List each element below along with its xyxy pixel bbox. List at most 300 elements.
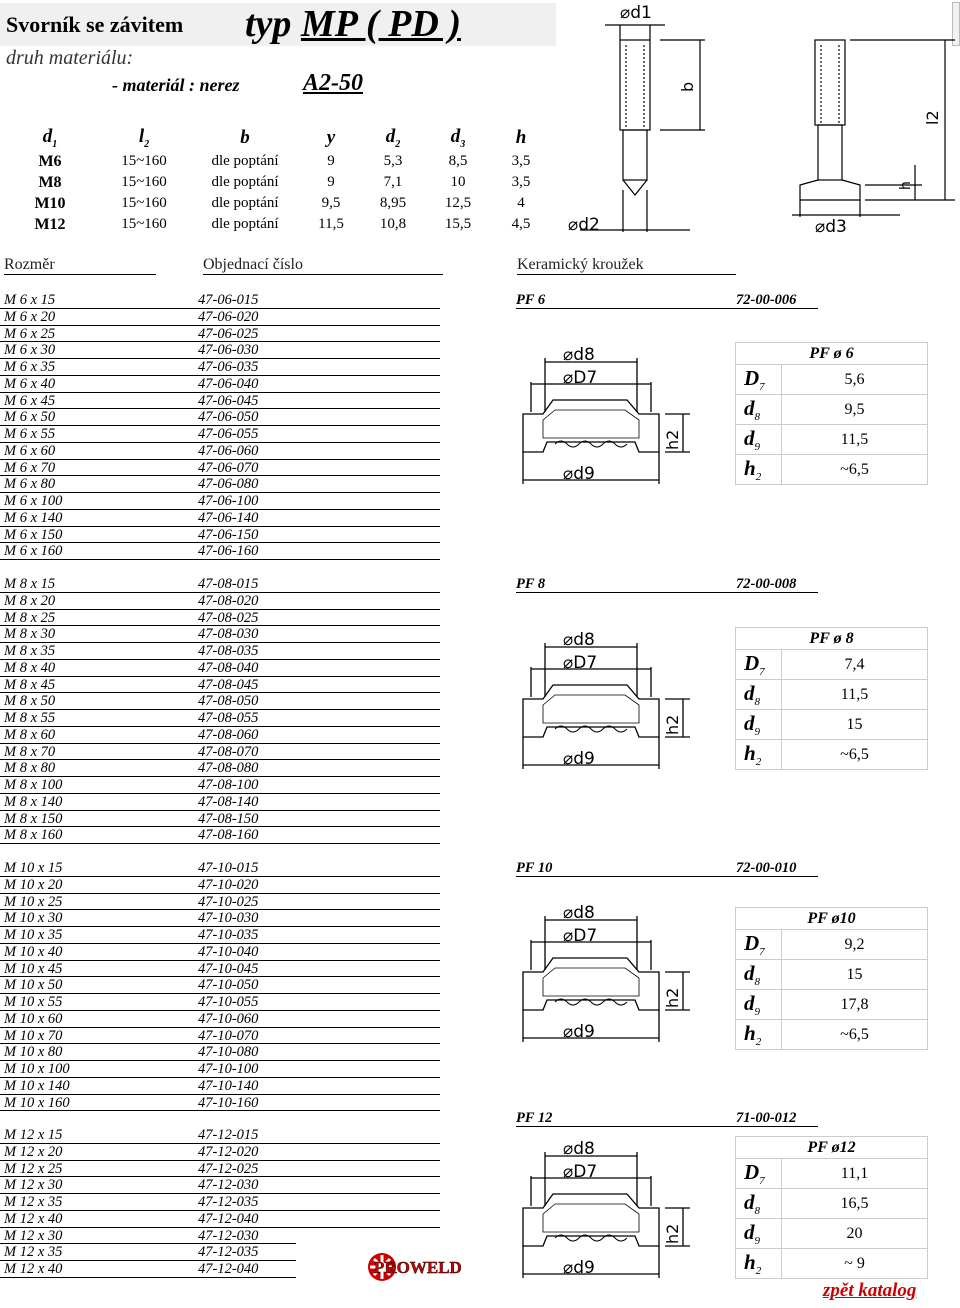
spec-header-cell: $d_1$ bbox=[42, 125, 58, 150]
spec-cell: 15~160 bbox=[121, 153, 167, 169]
spec-cell: 8,95 bbox=[379, 195, 407, 211]
size-cell: M 8 x 35 bbox=[4, 643, 56, 659]
ring-dim-key: $d_8$ bbox=[736, 395, 782, 425]
ring-label-d8: ⌀d8 bbox=[563, 630, 595, 650]
size-cell: M 6 x 45 bbox=[4, 392, 56, 409]
order-row bbox=[0, 760, 440, 777]
spec-cell: M12 bbox=[34, 215, 66, 233]
order-code-cell: 47-08-060 bbox=[198, 726, 259, 743]
order-code-cell: 47-10-020 bbox=[198, 876, 259, 893]
ring-dim-value: ~6,5 bbox=[782, 1020, 928, 1050]
size-cell: M 10 x 80 bbox=[4, 1044, 63, 1061]
order-row bbox=[0, 894, 440, 911]
size-cell: M 8 x 40 bbox=[4, 659, 56, 676]
ring-dim-value: ~ 9 bbox=[782, 1249, 928, 1279]
spec-table bbox=[2, 124, 550, 235]
size-cell: M 10 x 25 bbox=[4, 893, 63, 910]
order-row bbox=[0, 660, 440, 677]
label-d1: ⌀d1 bbox=[620, 3, 652, 23]
order-code-cell: 47-10-030 bbox=[198, 910, 259, 927]
ring-label-D7: ⌀D7 bbox=[563, 926, 598, 946]
ring-label-d8: ⌀d8 bbox=[563, 1139, 595, 1159]
ring-header bbox=[516, 1110, 818, 1127]
label-d3: ⌀d3 bbox=[815, 217, 847, 237]
order-row bbox=[0, 1177, 440, 1194]
spec-cell: M8 bbox=[38, 173, 62, 191]
ring-label-h2: h2 bbox=[663, 429, 682, 450]
order-row bbox=[0, 1011, 440, 1028]
size-cell: M 10 x 100 bbox=[4, 1061, 70, 1077]
order-row bbox=[0, 961, 440, 978]
ring-dim-value: 5,6 bbox=[782, 365, 928, 395]
ring-dim-row bbox=[736, 1219, 928, 1249]
order-group bbox=[0, 860, 440, 1111]
order-row bbox=[0, 443, 440, 460]
size-cell: M 6 x 160 bbox=[4, 543, 63, 560]
order-code-cell: 47-06-045 bbox=[198, 392, 259, 409]
size-cell: M 6 x 140 bbox=[4, 509, 63, 526]
ring-table-header bbox=[736, 908, 928, 930]
spec-cell: 9,5 bbox=[321, 195, 341, 211]
ring-dim-value: 17,8 bbox=[782, 990, 928, 1020]
order-code-cell: 47-12-030 bbox=[198, 1177, 259, 1194]
order-row bbox=[0, 977, 440, 994]
order-code-cell: 47-10-025 bbox=[198, 893, 259, 910]
label-d2: ⌀d2 bbox=[568, 215, 600, 235]
order-row bbox=[0, 593, 440, 610]
order-code-cell: 47-06-035 bbox=[198, 359, 259, 375]
size-cell: M 6 x 50 bbox=[4, 409, 56, 426]
order-row bbox=[0, 576, 440, 593]
ring-label-h2: h2 bbox=[663, 987, 682, 1008]
order-code-cell: 47-08-140 bbox=[198, 793, 259, 810]
ring-dim-row bbox=[736, 930, 928, 960]
ring-dim-row bbox=[736, 740, 928, 770]
order-group bbox=[0, 292, 440, 560]
size-cell: M 8 x 70 bbox=[4, 743, 56, 760]
ring-dim-key: $D_7$ bbox=[736, 1159, 782, 1189]
back-to-catalog-link[interactable]: zpět katalog bbox=[823, 1280, 917, 1301]
order-code-cell: 47-10-015 bbox=[198, 860, 259, 876]
size-cell: M 10 x 35 bbox=[4, 927, 63, 943]
order-row bbox=[0, 727, 440, 744]
ring-dim-row bbox=[736, 990, 928, 1020]
order-row bbox=[0, 409, 440, 426]
spec-cell: dle poptání bbox=[211, 174, 279, 190]
size-cell: M 8 x 50 bbox=[4, 693, 56, 710]
order-code-cell: 47-12-025 bbox=[198, 1160, 259, 1177]
size-cell: M 12 x 20 bbox=[4, 1143, 63, 1160]
size-cell: M 8 x 15 bbox=[4, 576, 56, 592]
ring-dim-value: 11,5 bbox=[782, 425, 928, 455]
ring-dim-key: $d_9$ bbox=[736, 425, 782, 455]
order-row bbox=[0, 1211, 440, 1228]
ring-dimension-table bbox=[735, 342, 928, 485]
order-row bbox=[0, 643, 440, 660]
title-model-name: MP ( PD ) bbox=[300, 3, 461, 45]
order-row bbox=[0, 376, 440, 393]
ring-dim-row bbox=[736, 365, 928, 395]
spec-cell: 5,3 bbox=[383, 153, 403, 169]
size-cell: M 10 x 60 bbox=[4, 1010, 63, 1027]
title-type-word: typ bbox=[245, 3, 292, 45]
ring-dim-row bbox=[736, 1189, 928, 1219]
order-row bbox=[0, 827, 440, 844]
ring-name: PF 8 bbox=[516, 576, 546, 592]
ring-dim-row bbox=[736, 960, 928, 990]
ring-table-title: PF ø12 bbox=[736, 1137, 928, 1159]
order-code-cell: 47-08-045 bbox=[198, 676, 259, 693]
order-code-cell: 47-08-020 bbox=[198, 592, 259, 609]
ring-name: PF 10 bbox=[516, 860, 553, 876]
ring-header bbox=[516, 292, 818, 309]
order-code-cell: 47-08-100 bbox=[198, 777, 259, 793]
spec-row bbox=[2, 151, 550, 172]
spec-header-cell: $d_3$ bbox=[450, 125, 466, 150]
size-cell: M 8 x 80 bbox=[4, 760, 56, 777]
title-prefix: Svorník se závitem bbox=[6, 12, 184, 37]
spec-cell: M10 bbox=[34, 194, 66, 212]
spec-cell: M6 bbox=[38, 152, 62, 170]
ring-label-h2: h2 bbox=[663, 1223, 682, 1244]
order-code-cell: 47-08-080 bbox=[198, 760, 259, 777]
spec-header-cell: b bbox=[240, 126, 250, 148]
order-row bbox=[0, 1044, 440, 1061]
material-label: - materiál : nerez bbox=[112, 75, 240, 95]
ring-dim-row bbox=[736, 680, 928, 710]
ring-dim-key: $h_2$ bbox=[736, 1020, 782, 1050]
size-cell: M 10 x 30 bbox=[4, 910, 63, 927]
spec-header-cell: $l_2$ bbox=[138, 125, 150, 150]
spec-cell: 10 bbox=[450, 174, 466, 190]
ceramic-ring-drawing bbox=[515, 900, 715, 1050]
size-cell: M 8 x 45 bbox=[4, 676, 56, 693]
spec-cell: 15~160 bbox=[121, 174, 167, 190]
size-cell: M 8 x 140 bbox=[4, 793, 63, 810]
order-row bbox=[0, 426, 440, 443]
order-code-cell: 47-08-150 bbox=[198, 810, 259, 827]
order-code-cell: 47-12-040 bbox=[198, 1210, 259, 1227]
order-row bbox=[0, 510, 440, 527]
order-row bbox=[0, 910, 440, 927]
ring-label-D7: ⌀D7 bbox=[563, 368, 598, 388]
size-cell: M 6 x 100 bbox=[4, 493, 63, 509]
ring-dimension-table bbox=[735, 1136, 928, 1279]
order-code-cell: 47-10-100 bbox=[198, 1061, 259, 1077]
ring-label-D7: ⌀D7 bbox=[563, 1162, 598, 1182]
size-cell: M 10 x 140 bbox=[4, 1077, 70, 1094]
size-cell: M 12 x 30 bbox=[4, 1177, 63, 1194]
ring-label-d9: ⌀d9 bbox=[563, 1258, 595, 1278]
order-row bbox=[0, 1261, 296, 1278]
order-row bbox=[0, 1095, 440, 1112]
ring-dim-row bbox=[736, 1159, 928, 1189]
spec-cell: 12,5 bbox=[444, 195, 472, 211]
size-cell: M 8 x 25 bbox=[4, 609, 56, 626]
material-value: A2-50 bbox=[303, 70, 363, 96]
ring-code: 72-00-010 bbox=[736, 860, 797, 876]
spec-cell: 15~160 bbox=[121, 195, 167, 211]
ring-dim-key: $d_8$ bbox=[736, 960, 782, 990]
size-cell: M 6 x 80 bbox=[4, 476, 56, 493]
bolt-drawing bbox=[560, 0, 955, 240]
size-cell: M 6 x 15 bbox=[4, 292, 56, 308]
order-row bbox=[0, 794, 440, 811]
ring-dim-key: $d_9$ bbox=[736, 990, 782, 1020]
order-row bbox=[0, 1244, 296, 1261]
order-code-cell: 47-06-080 bbox=[198, 476, 259, 493]
size-cell: M 6 x 150 bbox=[4, 526, 63, 543]
ring-dim-key: $d_9$ bbox=[736, 710, 782, 740]
order-row bbox=[0, 342, 440, 359]
size-cell: M 12 x 25 bbox=[4, 1160, 63, 1177]
spec-cell: 8,5 bbox=[448, 153, 468, 169]
order-code-cell: 47-06-040 bbox=[198, 375, 259, 392]
ring-dim-key: $D_7$ bbox=[736, 930, 782, 960]
order-code-cell: 47-10-055 bbox=[198, 994, 259, 1010]
order-code-cell: 47-06-060 bbox=[198, 442, 259, 459]
size-cell: M 6 x 70 bbox=[4, 459, 56, 476]
spec-header-cell: $d_2$ bbox=[385, 125, 401, 150]
order-group bbox=[0, 576, 440, 844]
size-cell: M 12 x 35 bbox=[4, 1244, 63, 1261]
order-code-cell: 47-08-030 bbox=[198, 626, 259, 643]
ring-dim-value: 15 bbox=[782, 710, 928, 740]
order-row bbox=[0, 777, 440, 794]
order-row bbox=[0, 1144, 440, 1161]
order-code-cell: 47-06-160 bbox=[198, 543, 259, 560]
ring-dim-row bbox=[736, 1249, 928, 1279]
order-row bbox=[0, 1161, 440, 1178]
order-code-cell: 47-08-050 bbox=[198, 693, 259, 710]
ceramic-ring-drawing bbox=[515, 342, 715, 492]
order-row bbox=[0, 693, 440, 710]
ring-header bbox=[516, 576, 818, 593]
order-row bbox=[0, 543, 440, 560]
order-row bbox=[0, 460, 440, 477]
ring-dim-value: 16,5 bbox=[782, 1189, 928, 1219]
ring-dim-row bbox=[736, 710, 928, 740]
size-cell: M 12 x 35 bbox=[4, 1194, 63, 1210]
ring-name: PF 12 bbox=[516, 1110, 553, 1126]
order-code-cell: 47-08-035 bbox=[198, 643, 259, 659]
order-row bbox=[0, 944, 440, 961]
ring-label-d8: ⌀d8 bbox=[563, 345, 595, 365]
ring-dim-row bbox=[736, 425, 928, 455]
ring-dim-row bbox=[736, 1020, 928, 1050]
proweld-logo bbox=[362, 1242, 482, 1292]
size-cell: M 6 x 40 bbox=[4, 375, 56, 392]
spec-cell: 7,1 bbox=[383, 174, 403, 190]
ring-dim-value: ~6,5 bbox=[782, 740, 928, 770]
order-code-cell: 47-08-040 bbox=[198, 659, 259, 676]
ring-dim-row bbox=[736, 395, 928, 425]
order-row bbox=[0, 610, 440, 627]
order-row bbox=[0, 811, 440, 828]
ring-code: 72-00-008 bbox=[736, 576, 797, 592]
svg-text:PROWELD: PROWELD bbox=[374, 1258, 462, 1277]
order-code-cell: 47-10-160 bbox=[198, 1094, 259, 1111]
order-row bbox=[0, 710, 440, 727]
ring-dim-value: 20 bbox=[782, 1219, 928, 1249]
label-l2: l2 bbox=[923, 110, 942, 125]
size-cell: M 10 x 45 bbox=[4, 960, 63, 977]
order-code-cell: 47-12-015 bbox=[198, 1127, 259, 1143]
order-code-cell: 47-12-040 bbox=[198, 1261, 259, 1277]
ring-dim-value: 15 bbox=[782, 960, 928, 990]
order-row bbox=[0, 1028, 440, 1045]
ring-dim-key: $d_8$ bbox=[736, 1189, 782, 1219]
label-b: b bbox=[678, 81, 697, 92]
ring-label-d8: ⌀d8 bbox=[563, 903, 595, 923]
order-row bbox=[0, 1078, 440, 1095]
order-row bbox=[0, 927, 440, 944]
ring-dim-key: $h_2$ bbox=[736, 740, 782, 770]
spec-cell: 15,5 bbox=[444, 216, 472, 232]
order-code-cell: 47-06-030 bbox=[198, 342, 259, 359]
ring-dim-row bbox=[736, 455, 928, 485]
ring-table-title: PF ø10 bbox=[736, 908, 928, 930]
column-header-ring: Keramický kroužek bbox=[517, 256, 736, 275]
order-code-cell: 47-12-035 bbox=[198, 1244, 259, 1261]
order-code-cell: 47-06-015 bbox=[198, 292, 259, 308]
order-code-cell: 47-12-030 bbox=[198, 1227, 259, 1244]
order-code-cell: 47-08-015 bbox=[198, 576, 259, 592]
ring-label-d9: ⌀d9 bbox=[563, 1022, 595, 1042]
order-code-cell: 47-10-050 bbox=[198, 977, 259, 994]
order-code-cell: 47-08-160 bbox=[198, 827, 259, 844]
order-code-cell: 47-12-035 bbox=[198, 1194, 259, 1210]
size-cell: M 12 x 15 bbox=[4, 1127, 63, 1143]
spec-header-cell: y bbox=[326, 126, 336, 148]
spec-cell: 3,5 bbox=[511, 153, 531, 169]
size-cell: M 6 x 35 bbox=[4, 359, 56, 375]
order-code-cell: 47-08-055 bbox=[198, 710, 259, 726]
ring-dim-key: $D_7$ bbox=[736, 650, 782, 680]
size-cell: M 12 x 40 bbox=[4, 1261, 63, 1277]
order-row bbox=[0, 677, 440, 694]
order-row bbox=[0, 292, 440, 309]
size-cell: M 6 x 30 bbox=[4, 342, 56, 359]
size-cell: M 10 x 50 bbox=[4, 977, 63, 994]
ring-dim-key: $D_7$ bbox=[736, 365, 782, 395]
ring-dim-value: ~6,5 bbox=[782, 455, 928, 485]
order-code-cell: 47-10-035 bbox=[198, 927, 259, 943]
order-row bbox=[0, 493, 440, 510]
order-code-cell: 47-10-140 bbox=[198, 1077, 259, 1094]
order-row bbox=[0, 359, 440, 376]
order-code-cell: 47-08-025 bbox=[198, 609, 259, 626]
order-code-cell: 47-06-140 bbox=[198, 509, 259, 526]
order-code-cell: 47-06-055 bbox=[198, 426, 259, 442]
spec-cell: 9 bbox=[327, 174, 335, 190]
size-cell: M 8 x 150 bbox=[4, 810, 63, 827]
size-cell: M 8 x 100 bbox=[4, 777, 63, 793]
size-cell: M 6 x 60 bbox=[4, 442, 56, 459]
order-code-cell: 47-10-080 bbox=[198, 1044, 259, 1061]
order-row bbox=[0, 476, 440, 493]
order-code-cell: 47-10-070 bbox=[198, 1027, 259, 1044]
spec-row bbox=[2, 193, 550, 214]
order-code-cell: 47-06-020 bbox=[198, 308, 259, 325]
order-row bbox=[0, 877, 440, 894]
order-row bbox=[0, 527, 440, 544]
size-cell: M 10 x 40 bbox=[4, 943, 63, 960]
spec-row bbox=[2, 214, 550, 235]
spec-header-row bbox=[2, 124, 550, 151]
spec-cell: dle poptání bbox=[211, 153, 279, 169]
ring-dimension-table bbox=[735, 907, 928, 1050]
spec-cell: 10,8 bbox=[379, 216, 407, 232]
ring-code: 71-00-012 bbox=[736, 1110, 797, 1126]
ring-dim-value: 11,5 bbox=[782, 680, 928, 710]
order-code-cell: 47-10-045 bbox=[198, 960, 259, 977]
title-model bbox=[245, 4, 461, 44]
order-row bbox=[0, 1061, 440, 1078]
size-cell: M 8 x 30 bbox=[4, 626, 56, 643]
label-h: h bbox=[898, 181, 914, 190]
size-cell: M 8 x 20 bbox=[4, 592, 56, 609]
ring-label-d9: ⌀d9 bbox=[563, 464, 595, 484]
order-row bbox=[0, 1228, 296, 1245]
ring-dim-key: $d_8$ bbox=[736, 680, 782, 710]
spec-cell: 15~160 bbox=[121, 216, 167, 232]
order-code-cell: 47-06-100 bbox=[198, 493, 259, 509]
spec-cell: 11,5 bbox=[318, 216, 344, 232]
ring-label-h2: h2 bbox=[663, 714, 682, 735]
ring-dim-value: 9,2 bbox=[782, 930, 928, 960]
order-row bbox=[0, 1194, 440, 1211]
ring-dim-row bbox=[736, 650, 928, 680]
size-cell: M 10 x 55 bbox=[4, 994, 63, 1010]
order-code-cell: 47-06-070 bbox=[198, 459, 259, 476]
ring-table-title: PF ø 8 bbox=[736, 628, 928, 650]
ring-dim-value: 7,4 bbox=[782, 650, 928, 680]
column-header-size: Rozměr bbox=[4, 256, 156, 275]
spec-cell: dle poptání bbox=[211, 195, 279, 211]
order-code-cell: 47-06-150 bbox=[198, 526, 259, 543]
order-code-cell: 47-08-070 bbox=[198, 743, 259, 760]
ring-code: 72-00-006 bbox=[736, 292, 797, 308]
size-cell: M 6 x 25 bbox=[4, 325, 56, 342]
ring-dimension-table bbox=[735, 627, 928, 770]
order-row bbox=[0, 309, 440, 326]
size-cell: M 6 x 20 bbox=[4, 308, 56, 325]
ceramic-ring-drawing bbox=[515, 1136, 715, 1286]
ring-table-header bbox=[736, 628, 928, 650]
ring-dim-value: 9,5 bbox=[782, 395, 928, 425]
column-header-order: Objednací číslo bbox=[203, 256, 443, 275]
ring-label-d9: ⌀d9 bbox=[563, 749, 595, 769]
size-cell: M 6 x 55 bbox=[4, 426, 56, 442]
order-row bbox=[0, 860, 440, 877]
size-cell: M 8 x 60 bbox=[4, 726, 56, 743]
spec-cell: dle poptání bbox=[211, 216, 279, 232]
size-cell: M 12 x 30 bbox=[4, 1227, 63, 1244]
order-code-cell: 47-10-060 bbox=[198, 1010, 259, 1027]
spec-cell: 9 bbox=[327, 153, 335, 169]
size-cell: M 10 x 160 bbox=[4, 1094, 70, 1111]
spec-header-cell: h bbox=[515, 126, 527, 148]
ring-table-header bbox=[736, 343, 928, 365]
size-cell: M 8 x 160 bbox=[4, 827, 63, 844]
ring-dim-value: 11,1 bbox=[782, 1159, 928, 1189]
order-code-cell: 47-10-040 bbox=[198, 943, 259, 960]
ceramic-ring-drawing bbox=[515, 627, 715, 777]
order-code-cell: 47-06-050 bbox=[198, 409, 259, 426]
size-cell: M 10 x 20 bbox=[4, 876, 63, 893]
order-code-cell: 47-12-020 bbox=[198, 1143, 259, 1160]
